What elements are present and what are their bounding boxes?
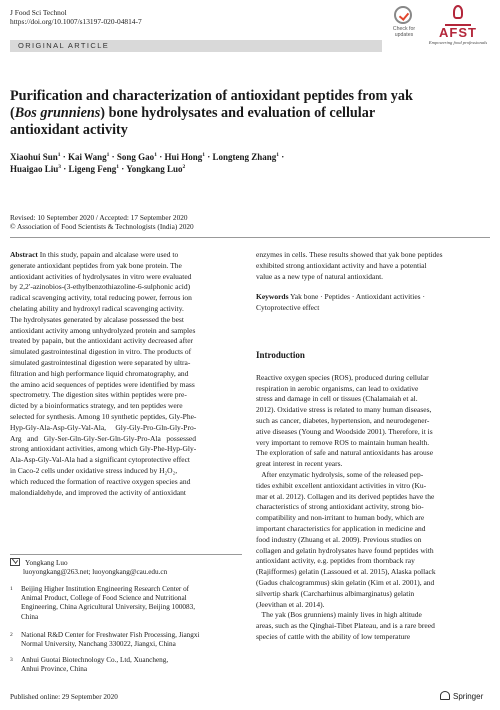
abstract-line: Hyp-Gly-Ala-Asp-Gly-Val-Ala, Gly-Gly-Pro-Gln-Gly-Pro- [10,422,197,432]
intro-line: such as cancer, diabetes, hypertension, and neurodegener- [256,415,430,425]
envelope-icon [10,558,20,566]
abstract-line: selected for synthesis. Among 10 synthetic peptides, Gly-Phe- [10,411,197,421]
article-dates [10,213,194,231]
abstract-line: in Caco-2 cells under oxidative stress induced by H₂O₂, [10,465,178,475]
intro-line: The yak (Bos grunniens) mainly lives in high altitude [256,610,422,620]
intro-line: collagen and gelatin hydrolysates have found peptides with [256,545,434,555]
intro-line: species of cattle with the ability of low temperature [256,631,411,641]
intro-line: important characteristics for application in medicine and [256,523,426,533]
author-list [10,152,450,175]
abstract-section [10,250,242,498]
abstract-line: by 2,2′-azinobios-(3-ethylbenzothiazoline-6-sulphonic acid) [10,282,191,292]
intro-line: great interest in recent years. [256,459,343,469]
abstract-line: the amino acid sequences of peptides were identified by mass [10,379,195,389]
abstract-line: strong antioxidant activities, among which Gly-Phe-Hyp-Gly- [10,444,197,454]
afst-emblem-icon [445,4,471,26]
intro-line: stress and damage in cell or tissues (Chalamaiah et al. [256,394,418,404]
afst-tagline: Empowering food professionals [428,40,488,45]
intro-line: Reactive oxygen species (ROS), produced during cellular [256,372,429,382]
abstract-line: chelating ability and hydroxyl radical scavenging activity. [10,303,184,313]
abstract-cont-line: enzymes in cells. These results showed that yak bone peptides [256,250,443,259]
abstract-line: The hydrolysates generated by alcalase possessed the best [10,314,184,324]
abstract-line: treated by papain, but the antioxidant activity decreased after [10,336,194,346]
author-name[interactable]: Ligeng Feng [68,163,117,174]
author-name[interactable]: Huaigao Liu [10,163,59,174]
paper-title [10,88,480,139]
abstract-line: Ala-Asp-Gly-Val-Ala had a significant cytoprotective effect [10,455,190,465]
author-emails[interactable]: luoyongkang@263.net; luoyongkang@cau.edu.cn [23,568,168,576]
abstract-line: Arg and Gly-Ser-Gln-Gly-Ser-Gln-Gly-Pro-Ala possessed [10,433,196,443]
title-species-italic: Bos grunniens [14,105,101,121]
abstract-cont-line: exhibited strong antioxidant activity and have a potential [256,260,427,270]
affiliation-1: 1 Beijing Higher Institution Engineering Research Center of Animal Product, College of Food Science and Nutritional Engineering, China Agricultural University, Beijing 100083, China [10,585,196,621]
intro-line: After enzymatic hydrolysis, some of the released pep- [256,469,424,479]
author-name[interactable]: Song Gao [116,152,155,162]
abstract-line: spectrometry. The digestion sites within peptides were pre- [10,390,187,400]
abstract-line: radical scavenging activity, total reducing power, ferrous ion [10,293,192,303]
introduction-heading: Introduction [256,349,305,360]
afst-logo-text: AFST [439,25,477,40]
abstract-line: malondialdehyde, and improved the activity of antioxidant [10,487,186,497]
abstract-line: Abstract In this study, papain and alcalase were used to [10,250,179,259]
intro-line: tides exhibit excellent antioxidant activities in vitro (Ku- [256,480,427,490]
abstract-line: dicted by a bioinformatics strategy, and ten peptides were [10,401,183,411]
affiliation-number: 1 [10,586,13,592]
affiliation-number: 2 [10,632,13,638]
author-name[interactable]: Longteng Zhang [212,152,277,162]
author-name[interactable]: Kai Wang [68,152,107,162]
abstract-line: simulated gastrointestinal digestion in vitro. The products of [10,347,192,357]
affiliation-3: 3 Anhui Guotai Biotechnology Co., Ltd, Xuancheng, Anhui Province, China [10,656,169,674]
intro-line: ative diseases (Young and Woodside 2001). Therefore, it is [256,426,433,436]
intro-line: food industry (Zhuang et al. 2009). Previous studies on [256,534,422,544]
abstract-line: simulated gastrointestinal digestion were separated by ultra- [10,357,191,367]
intro-line: 2012). Oxidative stress is related to many human diseases, [256,405,432,415]
affiliation-2: 2 National R&D Center for Freshwater Fish Processing, Jiangxi Normal University, Nanchang 330022, Jiangxi, China [10,631,200,649]
abstract-cont-line: value as a new type of natural antioxidant. [256,271,384,281]
corresponding-author: Yongkang Luo [25,559,68,567]
journal-header [10,8,142,26]
publisher-name: Springer [453,692,484,701]
abstract-line: antioxidant activities of hydrolysates in vitro were evaluated [10,271,192,281]
intro-line: respiration in aerobic organisms, can lead to oxidative [256,383,419,393]
right-column [256,250,490,643]
published-date: Published online: 29 September 2020 [10,693,118,701]
check-for-updates-badge[interactable] [389,6,419,44]
intro-line: compatibility and non-irritant to human body, which are [256,513,425,523]
abstract-line: generate antioxidant peptides from yak bone protein. The [10,260,182,270]
intro-line: (Rajifformes) gelatin (Lassoued et al. 2015), Alaska pollack [256,567,436,577]
check-badge-label: Check for updates [392,26,416,38]
divider [10,237,490,238]
intro-line: (Gadus chalcogrammus) skin gelatin (Kim et al. 2001), and [256,577,435,587]
title-line-1: Purification and characterization of antioxidant peptides from yak [10,88,413,104]
correspondence [10,558,242,577]
abstract-line: filtration and high performance liquid chromatography, and [10,368,189,378]
title-line-2: (Bos grunniens) bone hydrolysates and evaluation of cellular [10,105,376,121]
doi-link[interactable]: https://doi.org/10.1007/s13197-020-04814-7 [10,17,142,26]
intro-line: mar et al. 2012). Collagen and its derived peptides have the [256,491,435,501]
intro-line: (Jeevithan et al. 2014). [256,599,325,609]
article-type-banner: ORIGINAL ARTICLE [10,40,382,52]
abstract-line: which reduced the formation of reactive oxygen species and [10,476,191,486]
journal-name: J Food Sci Technol [10,8,67,17]
revised-accepted-dates: Revised: 10 September 2020 / Accepted: 17 September 2020 [10,213,188,222]
keywords-list: Yak bone · Peptides · Antioxidant activities · [290,292,425,302]
intro-line: very important to remove ROS to maintain human health. [256,437,430,447]
abstract-heading: Abstract [10,250,38,259]
springer-logo [440,691,483,701]
intro-line: characteristics of strong antioxidant activity, strong bio- [256,502,424,512]
check-icon [394,6,412,24]
copyright-notice: © Association of Food Scientists & Technologists (India) 2020 [10,222,194,231]
author-name[interactable]: Xiaohui Sun [10,152,58,162]
keywords-label: Keywords [256,292,289,302]
author-name[interactable]: Hui Hong [164,152,203,162]
author-name[interactable]: Yongkang Luo [126,163,183,174]
author-line-1: Xiaohui Sun$^1$ · Kai Wang$^1$ · Song Gao$^1$ · Hui Hong$^1$ · Longteng Zhang$^1$ · [10,152,285,162]
abstract-line: antioxidant activity among unhydrolyzed protein and samples [10,325,196,335]
intro-line: The exploration of safe and natural antioxidants has arouse [256,448,434,458]
intro-line: antioxidant activity, e.g. peptides from thornback ray [256,556,415,566]
title-line-3: antioxidant activity [10,122,128,138]
springer-horse-icon [440,691,450,700]
affiliation-number: 3 [10,657,13,663]
intro-line: areas, such as the Qinghai-Tibet Plateau, and is a rare breed [256,621,435,631]
footnote-divider [10,554,242,555]
keywords [256,292,490,303]
intro-line: silvertip shark (Carcharhinus albimarginatus) gelatin [256,588,415,598]
keywords-cont: Cytoprotective effect [256,303,320,313]
author-line-2: Huaigao Liu$^3$ · Ligeng Feng$^1$ · Yongkang Luo$^2$ [10,163,186,174]
afst-logo [424,4,492,48]
